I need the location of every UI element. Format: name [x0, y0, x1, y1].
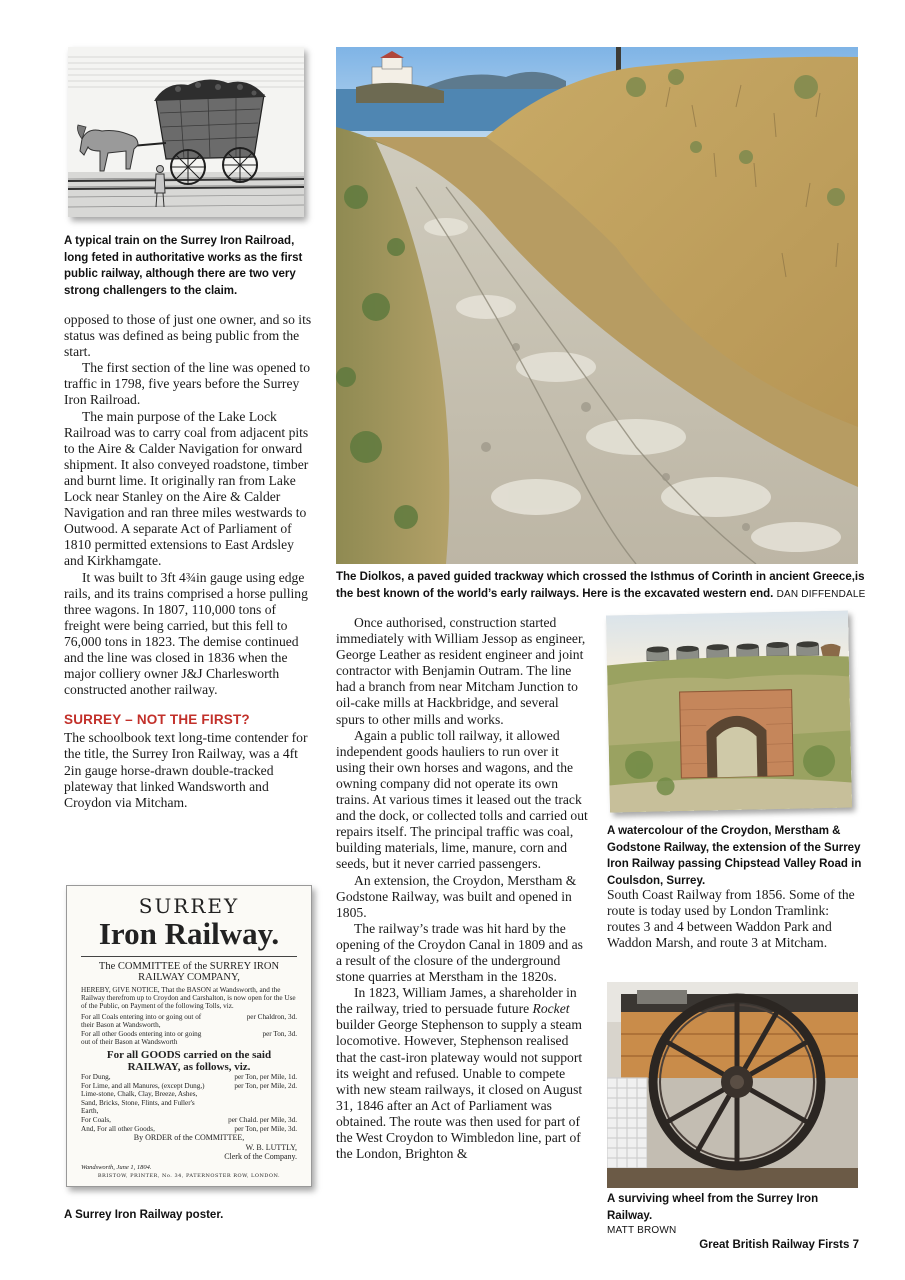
poster-row-value: per Chaldron, 3d.: [246, 1012, 297, 1021]
poster-printer: BRISTOW, PRINTER, No. 34, PATERNOSTER ROW, LONDON.: [97, 1172, 281, 1179]
poster-row-label: For Lime, and all Manures, (except Dung,) Lime-stone, Chalk, Clay, Breeze, Ashes, Sand, Bricks, Stone, Flints, and Fuller's Earth,: [81, 1081, 205, 1116]
poster-row-value: per Ton, per Mile, 1d.: [234, 1072, 297, 1081]
wheel-caption-text: A surviving wheel from the Surrey Iron Railway.: [607, 1193, 819, 1222]
poster-row-label: For Coals,: [81, 1115, 111, 1124]
poster-caption: [64, 1207, 314, 1224]
poster-row-label: For all Coals entering into or going out of their Bason at Wandsworth,: [81, 1012, 202, 1030]
poster-caption-text: A Surrey Iron Railway poster.: [64, 1209, 224, 1221]
wheel-credit: MATT BROWN: [607, 1225, 677, 1237]
diolkos-caption: [336, 569, 866, 602]
wheel-caption: [607, 1191, 865, 1239]
poster-order: By ORDER of the COMMITTEE,: [133, 1133, 245, 1143]
wagon-caption: [64, 233, 320, 300]
poster-goods-heading: For all GOODS carried on the said RAILWAY, as follows, viz.: [106, 1048, 272, 1073]
poster-row-value: per Ton, 3d.: [262, 1029, 297, 1038]
col1-paragraph-2: The first section of the line was opened to traffic in 1798, five years before the Surrey Iron Railroad.: [64, 360, 311, 408]
diolkos-caption-text: The Diolkos, a paved guided trackway which crossed the Isthmus of Corinth in ancient Greece,is the best known of the world’s early railways. Here is the excavated western end.: [336, 571, 865, 600]
column-3: [607, 887, 859, 951]
poster-row-value: per Ton, per Mile, 3d.: [234, 1124, 297, 1133]
col2-paragraph-1: Once authorised, construction started immediately with William Jessop as engineer, George Leather as resident engineer and joint contractor with Benjamin Outram. The line had a branch from near Mitcham Junction to oil-cake mills at Hackbridge, and several spurs to other mills and works.: [336, 615, 586, 727]
diolkos-image: [336, 47, 858, 564]
column-2: [336, 615, 588, 1162]
poster-row-other: [81, 1125, 297, 1134]
col1-paragraph-4: It was built to 3ft 4¾in gauge using edge rails, and its trains comprised a horse pulling three wagons. In 1807, 110,000 tons of freight were being carried, but this fell to 76,000 tons in 1823. The demise continued and the line was closed in 1836 when the major colliery owner J&J Charlesworth constructed another railway.: [64, 569, 308, 698]
col2-paragraph-2: Again a public toll railway, it allowed independent goods hauliers to run over it using their own horses and wagons, and the owning company did not operate its own trains. At various times it leased out the track and the dock, or collected tolls and carried out repairs itself. The principal traffic was coal, building materials, lime, manure, corn and seeds, but it never carried passengers.: [336, 727, 588, 872]
diolkos-trackway-photo: [336, 47, 858, 564]
poster-row-value: per Chald. per Mile, 3d.: [228, 1115, 297, 1124]
col2-paragraph-5: [336, 985, 588, 1162]
watercolour-image: [606, 610, 852, 812]
col3-paragraph-1: South Coast Railway from 1856. Some of the route is today used by London Tramlink: routes 3 and 4 between Waddon Park and Waddon Marsh, and route 3 at Mitcham.: [607, 887, 855, 951]
rocket-italic: Rocket: [532, 1001, 570, 1017]
wagon-caption-text: A typical train on the Surrey Iron Railroad, long feted in authoritative works as the first public railway, although there are two very strong challengers to the claim.: [64, 235, 303, 298]
page-folio: Great British Railway Firsts 7: [699, 1239, 859, 1251]
poster-row-label: For Dung,: [81, 1072, 111, 1081]
col1-paragraph-5: The schoolbook text long-time contender for the title, the Surrey Iron Railway, was a 4ft 2in gauge horse-drawn double-tracked plateway that linked Wandsworth and Croydon via Mitcham.: [64, 730, 308, 810]
poster-row-goods-bason: [81, 1030, 297, 1047]
col2-paragraph-4: The railway’s trade was hit hard by the opening of the Croydon Canal in 1809 and as a result of the closure of the underground stone quarries at Merstham in the 1820s.: [336, 920, 583, 985]
poster-place-date: Wandsworth, June 1, 1804.: [81, 1163, 152, 1171]
poster-iron-railway: Iron Railway.: [98, 916, 280, 951]
poster-row-lime: [81, 1082, 297, 1116]
diolkos-credit: DAN DIFFENDALE: [776, 588, 866, 600]
poster-surrey: SURREY: [138, 894, 240, 918]
poster-row-dung: [81, 1073, 297, 1082]
poster-row-coals-bason: [81, 1013, 297, 1030]
poster-row-label: For all other Goods entering into or going out of their Bason at Wandsworth: [81, 1029, 202, 1047]
poster-committee: The COMMITTEE of the SURREY IRON RAILWAY COMPANY,: [98, 961, 280, 983]
watercolour-caption: [607, 823, 865, 890]
poster-row-coals: [81, 1116, 297, 1125]
col2-paragraph-5-end: builder George Stephenson to supply a steam locomotive. However, Stephenson realised that the cast-iron plateway would not support its weight and refused. Unable to compete with new steam railways, it closed on August 31, 1846 after an Act of Parliament was obtained. The route was then used for part of the West Croydon to Wimbledon line, part of the London, Brighton &: [336, 1017, 583, 1162]
surrey-poster: [66, 885, 312, 1187]
col2-paragraph-5-start: In 1823, William James, a shareholder in the railway, tried to persuade future: [336, 985, 577, 1017]
poster-signer: W. B. LUTTLY,: [245, 1142, 297, 1152]
poster-row-value: per Ton, per Mile, 2d.: [234, 1081, 297, 1090]
poster-rule: [81, 956, 297, 957]
poster-row-label: And, For all other Goods,: [81, 1124, 155, 1133]
poster-notice: HEREBY, GIVE NOTICE, That the BASON at Wandsworth, and the Railway therefrom up to Croydon and Carshalton, is now open for the Use of the Public, on Payment of the following Tolls, viz.: [81, 986, 296, 1011]
poster-footer: [81, 1164, 297, 1171]
horse-drawn-wagon-engraving: [68, 47, 304, 217]
poster-clerk: Clerk of the Company.: [224, 1152, 297, 1162]
wagon-engraving-image: [68, 47, 304, 217]
col1-paragraph-1: opposed to those of just one owner, and so its status was defined as being public from the start.: [64, 312, 312, 360]
column-1: [64, 312, 312, 811]
col2-paragraph-3: An extension, the Croydon, Merstham & Godstone Railway, was built and opened in 1805.: [336, 872, 577, 920]
watercolour-caption-text: A watercolour of the Croydon, Merstham & Godstone Railway, the extension of the Surrey Iron Railway passing Chipstead Valley Road in Coulsdon, Surrey.: [607, 825, 862, 888]
wheel-image: [607, 982, 858, 1188]
section-heading: SURREY – NOT THE FIRST?: [64, 712, 250, 728]
cast-iron-wheel-photo: [607, 982, 858, 1188]
watercolour-tunnel-painting: [606, 610, 852, 812]
col1-paragraph-3: The main purpose of the Lake Lock Railroad was to carry coal from adjacent pits to the Aire & Calder Navigation for onward shipment. It also conveyed roadstone, timber and burnt lime. It originally ran from Lake Lock near Stanley on the Aire & Calder Navigation and ran three miles westwards to Outwood. A separate Act of Parliament of 1810 permitted extensions to East Ardsley and Kirkhamgate.: [64, 408, 309, 569]
